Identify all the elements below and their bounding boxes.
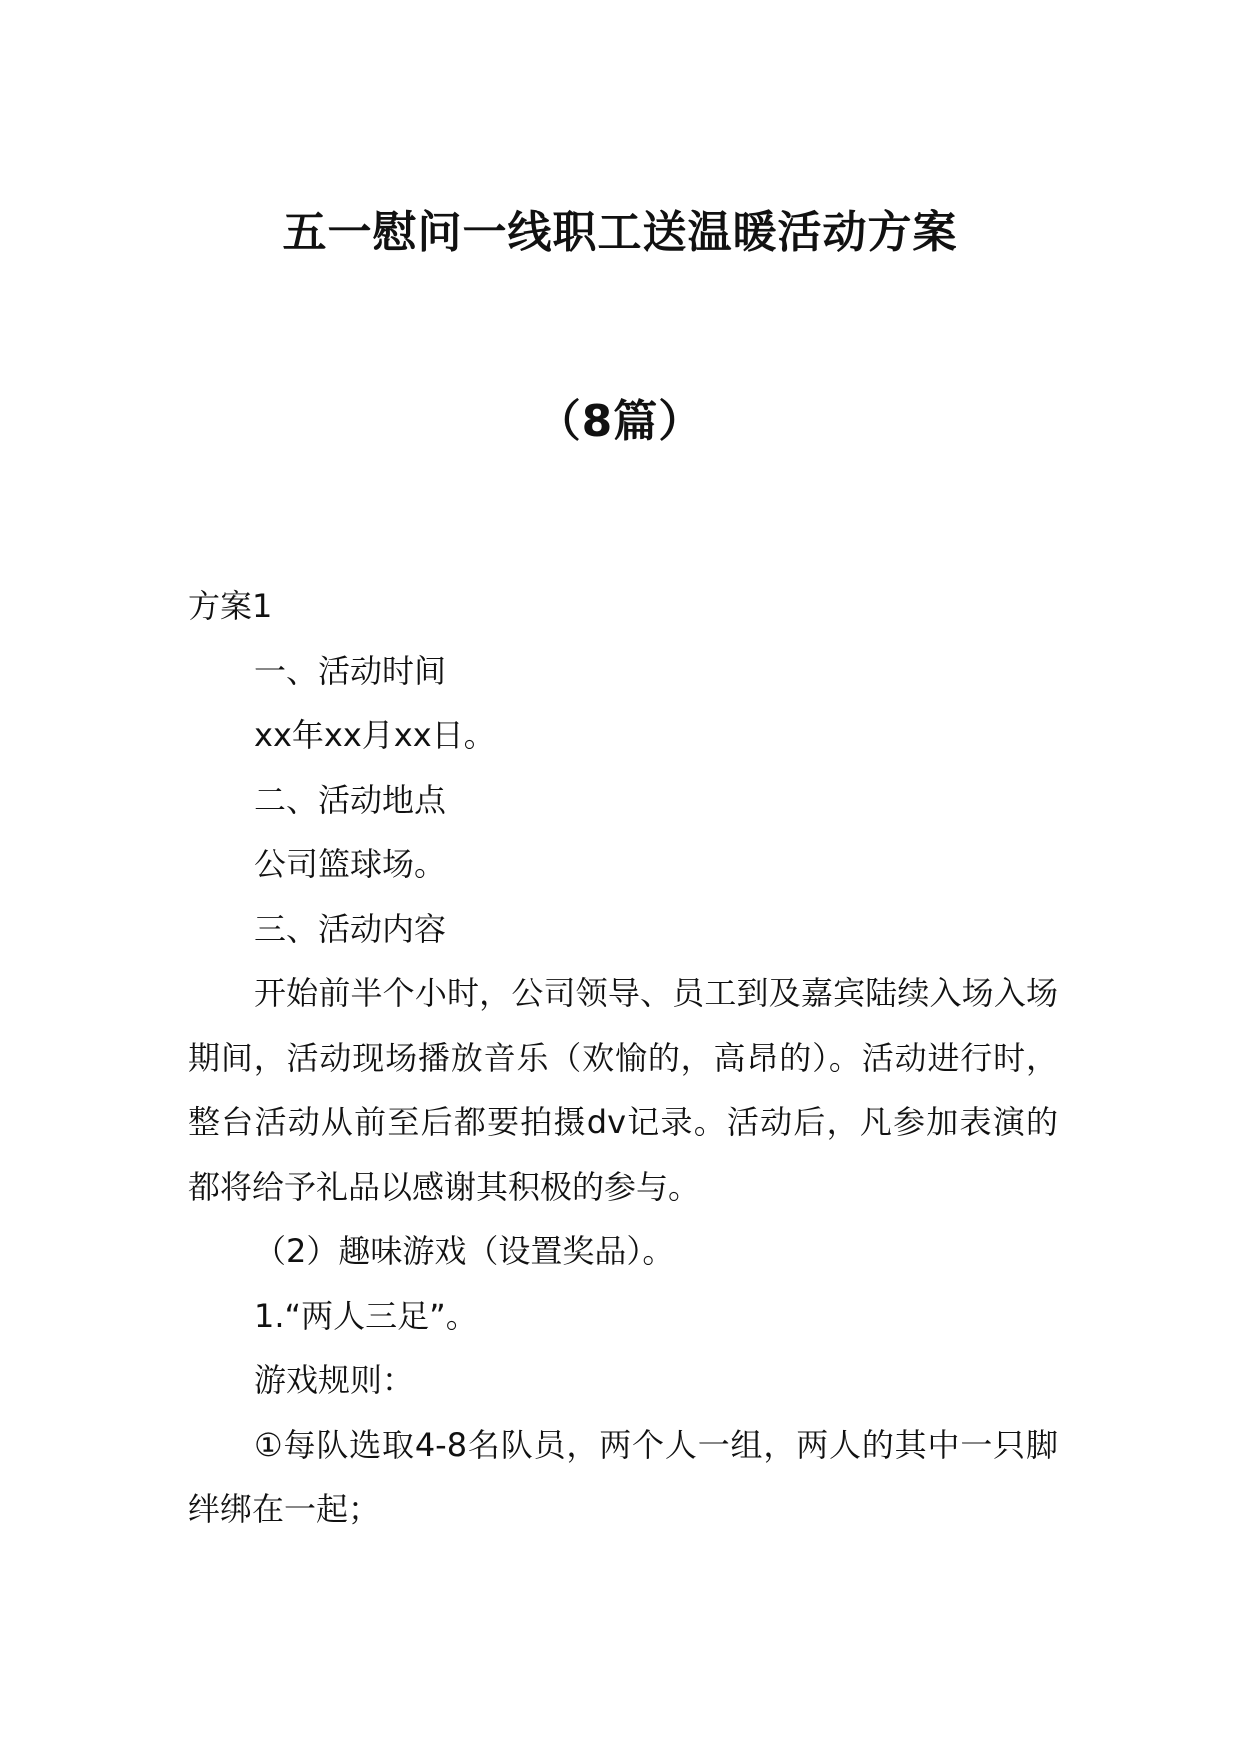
activity-content-paragraph: 开始前半个小时，公司领导、员工到及嘉宾陆续入场入场期间，活动现场播放音乐（欢愉的，高昂的）。活动进行时，整台活动从前至后都要拍摄dv记录。活动后，凡参加表演的都将给予礼品以感谢其积极的参与。 (188, 974, 1058, 1206)
section-label: 方案1 (188, 587, 273, 625)
activity-place-value: 公司篮球场。 (254, 845, 447, 883)
heading-activity-place: 二、活动地点 (254, 780, 447, 819)
activity-time-value: xx年xx月xx日。 (254, 716, 496, 754)
document-body (188, 574, 1058, 1542)
game-rules-label: 游戏规则： (254, 1361, 415, 1399)
document-subtitle: （8篇） (536, 396, 704, 447)
document-title: 五一慰问一线职工送温暖活动方案 (282, 207, 958, 258)
game-rule-1: ①每队选取4-8名队员，两个人一组，两人的其中一只脚绊绑在一起； (188, 1425, 1058, 1528)
game-item-1: 1.“两人三足”。 (254, 1296, 478, 1335)
heading-activity-time: 一、活动时间 (254, 651, 447, 690)
heading-activity-content: 三、活动内容 (254, 909, 447, 948)
sub-item-fun-games: （2）趣味游戏（设置奖品）。 (254, 1232, 675, 1270)
